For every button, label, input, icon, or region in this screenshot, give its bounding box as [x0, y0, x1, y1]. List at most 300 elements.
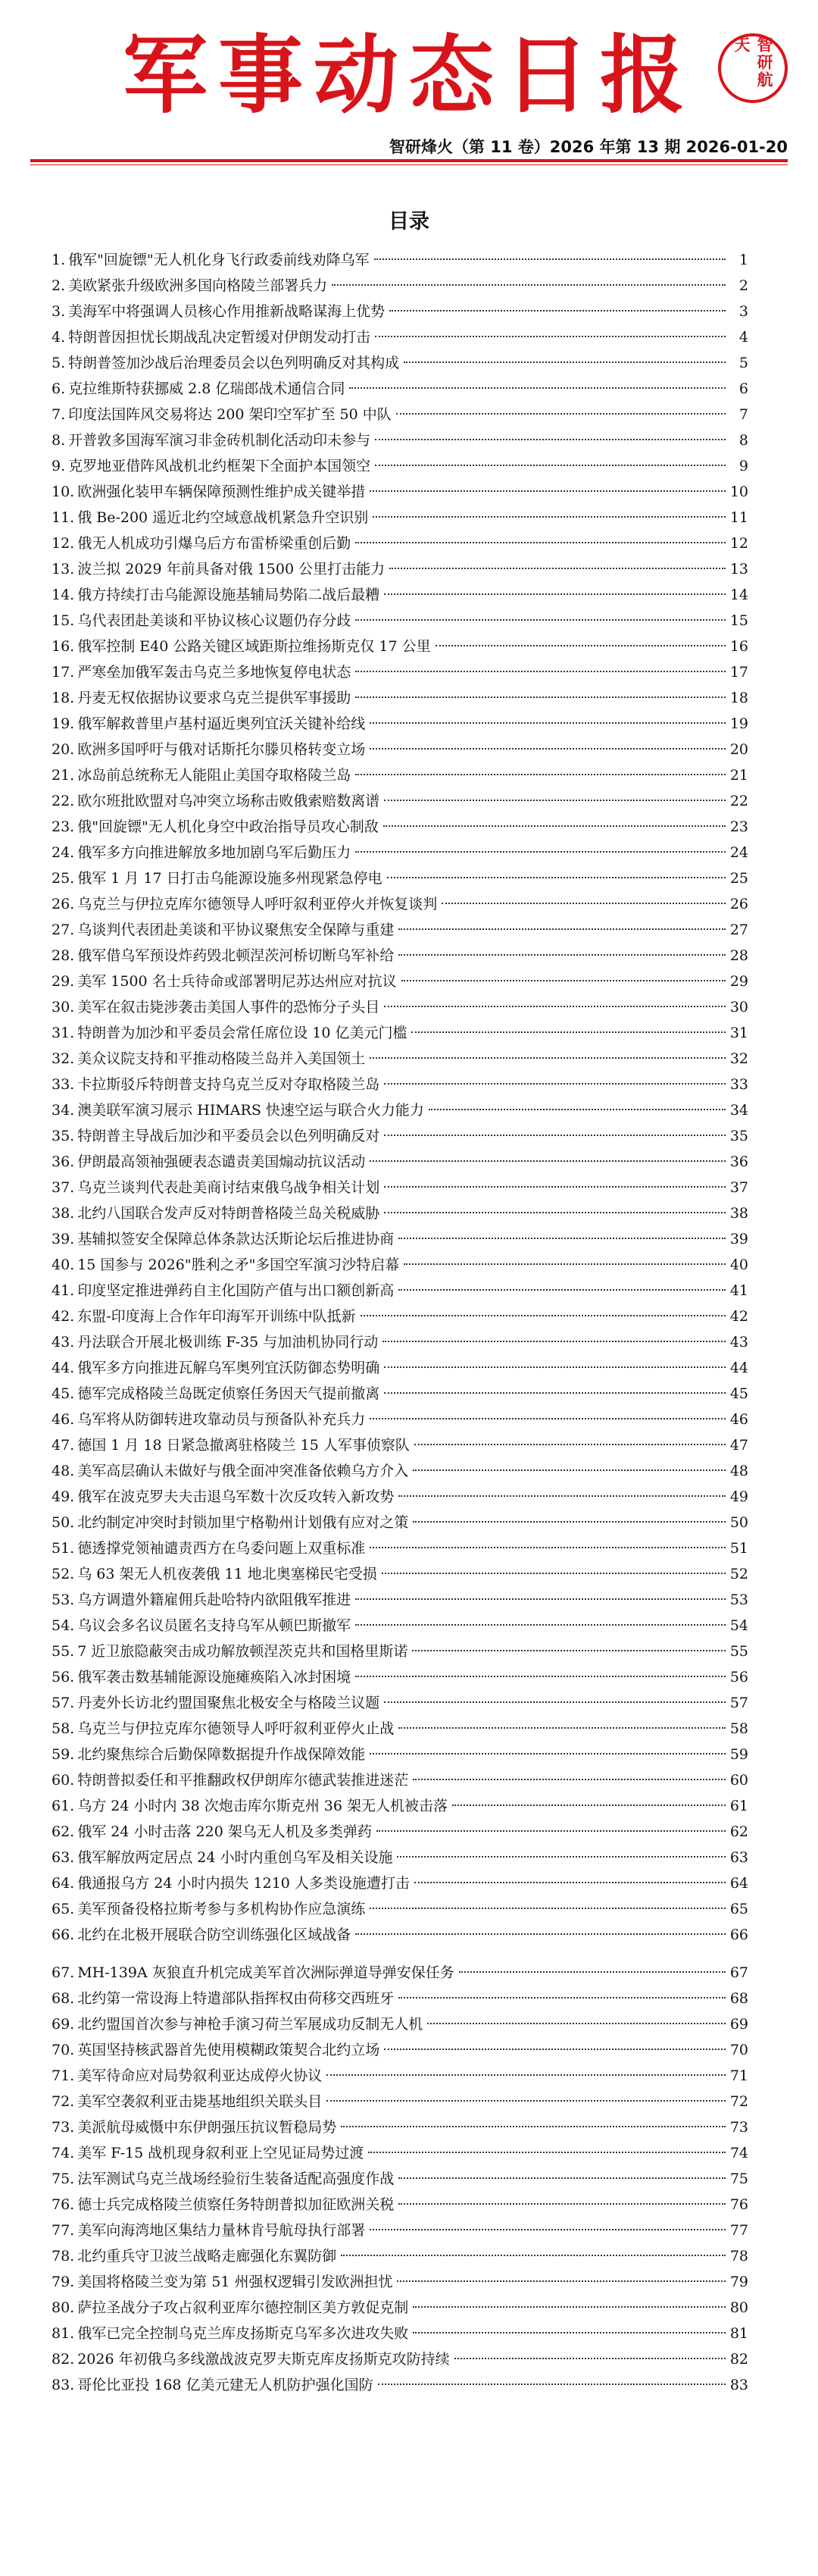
toc-entry-title[interactable]: 美欧紧张升级欧洲多国向格陵兰部署兵力: [68, 277, 328, 294]
toc-entry-page[interactable]: 76: [729, 2196, 748, 2213]
toc-entry[interactable]: [52, 1639, 748, 1664]
toc-entry[interactable]: [52, 1355, 748, 1381]
toc-entry-title[interactable]: 丹麦无权依据协议要求乌克兰提供军事援助: [77, 690, 351, 706]
toc-entry[interactable]: [52, 1200, 748, 1226]
toc-entry-number: 73.: [52, 2119, 75, 2136]
toc-entry-title[interactable]: 俄"回旋镖"无人机化身空中政治指导员攻心制敌: [77, 818, 379, 835]
toc-entry-title[interactable]: 15 国参与 2026"胜利之矛"多国空军演习沙特启幕: [77, 1257, 400, 1273]
toc-entry-title[interactable]: 北约八国联合发声反对特朗普格陵兰岛关税威胁: [77, 1205, 380, 1222]
toc-entry[interactable]: [52, 2269, 748, 2295]
toc-entry-title[interactable]: 美军预备役格拉斯考参与多机构协作应急演练: [77, 1901, 366, 1917]
toc-entry-title[interactable]: 北约在北极开展联合防空训练强化区域战备: [77, 1927, 351, 1943]
toc-entry-title[interactable]: 俄军 1 月 17 日打击乌能源设施多州现紧急停电: [77, 870, 382, 887]
toc-entry-title[interactable]: 特朗普主导战后加沙和平委员会以色列明确反对: [77, 1128, 380, 1144]
toc-entry-page[interactable]: 28: [729, 947, 748, 964]
toc-entry-title[interactable]: 澳美联军演习展示 HIMARS 快速空运与联合火力能力: [77, 1102, 424, 1119]
toc-entry[interactable]: [52, 634, 748, 659]
toc-entry-title[interactable]: 俄 Be-200 遥近北约空域意战机紧急升空识别: [77, 509, 369, 526]
toc-entry-page[interactable]: 15: [729, 612, 748, 629]
toc-entry-page[interactable]: 37: [729, 1179, 748, 1196]
toc-entry-page[interactable]: 36: [729, 1153, 748, 1170]
toc-entry[interactable]: [52, 1432, 748, 1458]
toc-entry-title[interactable]: 俄军袭击数基辅能源设施瘫痪陷入冰封困境: [77, 1669, 351, 1686]
toc-dot-leader: [382, 1573, 726, 1574]
toc-entry-title[interactable]: 特朗普拟委任和平推翻政权伊朗库尔德武装推进迷茫: [77, 1772, 409, 1789]
toc-entry[interactable]: [52, 1819, 748, 1845]
toc-entry[interactable]: [52, 1329, 748, 1355]
toc-entry[interactable]: [52, 453, 748, 479]
toc-dot-leader: [398, 928, 726, 930]
toc-entry-page[interactable]: 44: [729, 1360, 748, 1376]
toc-entry-page[interactable]: 18: [729, 690, 748, 706]
toc-entry-title[interactable]: 美军待命应对局势叙利亚达成停火协议: [77, 2067, 323, 2084]
toc-entry-title[interactable]: 俄军已完全控制乌克兰库皮扬斯克乌军多次进攻失败: [77, 2325, 409, 2342]
toc-entry-number: 36.: [52, 1153, 75, 1170]
toc-entry-page[interactable]: 12: [729, 535, 748, 552]
toc-entry[interactable]: [52, 1535, 748, 1561]
toc-entry-number: 7.: [52, 406, 66, 423]
toc-dot-leader: [404, 1263, 726, 1265]
toc-entry-title[interactable]: 俄军控制 E40 公路关键区域距斯拉维扬斯克仅 17 公里: [77, 638, 431, 655]
toc-entry-title[interactable]: 萨拉圣战分子攻占叙利亚库尔德控制区美方敦促克制: [77, 2299, 409, 2316]
toc-entry-page[interactable]: 52: [729, 1566, 748, 1582]
toc-entry[interactable]: [52, 1123, 748, 1149]
toc-entry[interactable]: [52, 1896, 748, 1922]
toc-entry-page[interactable]: 71: [729, 2067, 748, 2084]
toc-entry-title[interactable]: MH-139A 灰狼直升机完成美军首次洲际弹道导弹安保任务: [77, 1964, 454, 1981]
toc-entry-page[interactable]: 58: [729, 1720, 748, 1737]
toc-entry-number: 48.: [52, 1463, 75, 1479]
toc-entry-title[interactable]: 美军空袭叙利亚击毙基地组织关联头目: [77, 2093, 323, 2110]
toc-entry[interactable]: [52, 479, 748, 505]
toc-entry[interactable]: [52, 1690, 748, 1716]
toc-entry[interactable]: [52, 582, 748, 608]
toc-entry[interactable]: [52, 865, 748, 891]
toc-entry-page[interactable]: 64: [729, 1875, 748, 1892]
masthead-divider-thin: [30, 164, 788, 165]
toc-entry-number: 2.: [52, 277, 66, 294]
toc-entry[interactable]: [52, 2346, 748, 2372]
toc-entry[interactable]: [52, 1922, 748, 1948]
toc-entry[interactable]: [52, 2037, 748, 2063]
toc-entry-page[interactable]: 3: [738, 303, 748, 320]
toc-entry[interactable]: [52, 943, 748, 969]
toc-entry[interactable]: [52, 1149, 748, 1175]
toc-entry[interactable]: [52, 531, 748, 556]
toc-entry-title[interactable]: 俄军 24 小时击落 220 架乌无人机及多类弹药: [77, 1823, 372, 1840]
toc-entry-page[interactable]: 38: [729, 1205, 748, 1222]
toc-entry-title[interactable]: 俄军解救普里卢基村逼近奥列宜沃关键补给线: [77, 715, 366, 732]
toc-entry-page[interactable]: 79: [729, 2274, 748, 2290]
toc-entry-title[interactable]: 美军向海湾地区集结力量林肯号航母执行部署: [77, 2222, 366, 2239]
toc-entry[interactable]: [52, 659, 748, 685]
toc-entry[interactable]: [52, 711, 748, 737]
toc-entry-title[interactable]: 卡拉斯驳斥特朗普支持乌克兰反对夺取格陵兰岛: [77, 1076, 380, 1093]
toc-entry[interactable]: [52, 1072, 748, 1097]
toc-entry[interactable]: [52, 324, 748, 350]
toc-entry-page[interactable]: 5: [738, 355, 748, 371]
toc-entry[interactable]: [52, 1046, 748, 1072]
toc-entry-title[interactable]: 乌方调遣外籍雇佣兵赴哈特内欲阻俄军推进: [77, 1592, 351, 1608]
toc-entry[interactable]: [52, 891, 748, 917]
toc-entry-page[interactable]: 81: [729, 2325, 748, 2342]
toc-entry-title[interactable]: 北约聚焦综合后勤保障数据提升作战保障效能: [77, 1746, 366, 1763]
toc-entry-page[interactable]: 34: [729, 1102, 748, 1119]
toc-dot-leader: [436, 645, 726, 646]
toc-entry-number: 30.: [52, 999, 75, 1016]
toc-entry-title[interactable]: 特朗普签加沙战后治理委员会以色列明确反对其构成: [68, 355, 400, 371]
toc-entry-title[interactable]: 丹麦外长访北约盟国聚焦北极安全与格陵兰议题: [77, 1695, 380, 1711]
toc-entry-page[interactable]: 25: [729, 870, 748, 887]
toc-entry-title[interactable]: 特朗普因担忧长期战乱决定暂缓对伊朗发动打击: [68, 329, 371, 346]
toc-entry[interactable]: [52, 1845, 748, 1870]
toc-entry[interactable]: [52, 1097, 748, 1123]
toc-entry-page[interactable]: 78: [729, 2248, 748, 2265]
toc-dot-leader: [384, 1701, 726, 1703]
toc-entry-page[interactable]: 24: [729, 844, 748, 861]
toc-entry-page[interactable]: 60: [729, 1772, 748, 1789]
toc-entry[interactable]: [52, 1252, 748, 1278]
toc-entry[interactable]: [52, 2321, 748, 2346]
toc-entry[interactable]: [52, 2140, 748, 2166]
toc-entry[interactable]: [52, 762, 748, 788]
toc-entry[interactable]: [52, 556, 748, 582]
toc-entry-title[interactable]: 乌克兰与伊拉克库尔德领导人呼吁叙利亚停火并恢复谈判: [77, 896, 438, 912]
toc-entry[interactable]: [52, 350, 748, 376]
toc-entry-page[interactable]: 14: [729, 587, 748, 603]
toc-entry-page[interactable]: 40: [729, 1257, 748, 1273]
toc-entry[interactable]: [52, 1561, 748, 1587]
toc-entry-page[interactable]: 16: [729, 638, 748, 655]
toc-entry-title[interactable]: 法军测试乌克兰战场经验衍生装备适配高强度作战: [77, 2171, 395, 2187]
toc-entry-title[interactable]: 乌议会多名议员匿名支持乌军从顿巴斯撤军: [77, 1617, 351, 1634]
toc-entry-title[interactable]: 俄无人机成功引爆乌后方布雷桥梁重创后勤: [77, 535, 351, 552]
toc-entry-page[interactable]: 7: [738, 406, 748, 423]
toc-entry[interactable]: [52, 2089, 748, 2114]
toc-entry-title[interactable]: 乌方 24 小时内 38 次炮击库尔斯克州 36 架无人机被击落: [77, 1798, 448, 1814]
toc-entry-title[interactable]: 俄军"回旋镖"无人机化身飞行政委前线劝降乌军: [68, 252, 370, 268]
toc-entry-page[interactable]: 65: [729, 1901, 748, 1917]
toc-entry-page[interactable]: 35: [729, 1128, 748, 1144]
toc-entry-title[interactable]: 克拉维斯特获挪威 2.8 亿瑞郎战术通信合同: [68, 380, 345, 397]
toc-entry-title[interactable]: 乌克兰谈判代表赴美商讨结束俄乌战争相关计划: [77, 1179, 380, 1196]
toc-entry-title[interactable]: 美军 F-15 战机现身叙利亚上空见证局势过渡: [77, 2145, 364, 2161]
toc-entry-title[interactable]: 印度坚定推进弹药自主化国防产值与出口额创新高: [77, 1282, 395, 1299]
toc-entry-page[interactable]: 46: [729, 1411, 748, 1428]
toc-entry-number: 63.: [52, 1849, 75, 1866]
toc-entry-page[interactable]: 33: [729, 1076, 748, 1093]
toc-entry-page[interactable]: 8: [738, 432, 748, 449]
toc-entry-title[interactable]: 克罗地亚借阵风战机北约框架下全面护本国领空: [68, 458, 371, 474]
toc-entry-title[interactable]: 乌代表团赴美谈和平协议核心议题仍存分歧: [77, 612, 351, 629]
toc-entry[interactable]: [52, 1613, 748, 1639]
toc-entry-title[interactable]: 乌 63 架无人机夜袭俄 11 地北奥塞梯民宅受损: [77, 1566, 377, 1582]
toc-dot-leader: [361, 1315, 726, 1316]
toc-entry-title[interactable]: 特朗普为加沙和平委员会常任席位设 10 亿美元门槛: [77, 1025, 407, 1041]
toc-entry-number: 18.: [52, 690, 75, 706]
toc-entry-title[interactable]: 北约第一常设海上特遣部队指挥权由荷移交西班牙: [77, 1990, 395, 2007]
toc-entry-page[interactable]: 70: [729, 2042, 748, 2058]
masthead-divider: [30, 159, 788, 162]
toc-entry[interactable]: [52, 427, 748, 453]
toc-entry-page[interactable]: 45: [729, 1385, 748, 1402]
toc-dot-leader: [384, 1186, 726, 1188]
toc-entry[interactable]: [52, 1767, 748, 1793]
toc-entry-title[interactable]: 英国坚持核武器首先使用模糊政策契合北约立场: [77, 2042, 380, 2058]
toc-entry-number: 5.: [52, 355, 66, 371]
toc-entry-page[interactable]: 55: [729, 1643, 748, 1660]
toc-entry-title[interactable]: 美军 1500 名士兵待命或部署明尼苏达州应对抗议: [77, 973, 397, 990]
toc-dot-leader: [397, 2280, 725, 2282]
toc-entry[interactable]: [52, 299, 748, 324]
toc-entry-page[interactable]: 4: [738, 329, 748, 346]
seal-text: 智研航天: [732, 36, 774, 89]
toc-entry-title[interactable]: 德士兵完成格陵兰侦察任务特朗普拟加征欧洲关税: [77, 2196, 395, 2213]
toc-entry-page[interactable]: 43: [729, 1334, 748, 1351]
toc-dot-leader: [398, 1727, 726, 1729]
toc-entry-title[interactable]: 波兰拟 2029 年前具备对俄 1500 公里打击能力: [77, 561, 386, 577]
toc-entry-page[interactable]: 68: [729, 1990, 748, 2007]
toc-entry-page[interactable]: 82: [729, 2351, 748, 2368]
toc-entry-number: 35.: [52, 1128, 75, 1144]
toc-entry[interactable]: [52, 505, 748, 531]
toc-entry-number: 62.: [52, 1823, 75, 1840]
toc-entry-title[interactable]: 德透撑党领袖谴责西方在乌委问题上双重标准: [77, 1540, 366, 1557]
toc-entry-title[interactable]: 美海军中将强调人员核心作用推新战略谋海上优势: [68, 303, 386, 320]
toc-entry[interactable]: [52, 788, 748, 814]
toc-entry-title[interactable]: 美军在叙击毙涉袭击美国人事件的恐怖分子头目: [77, 999, 380, 1016]
toc-entry[interactable]: [52, 994, 748, 1020]
toc-entry[interactable]: [52, 2243, 748, 2269]
toc-dot-leader: [375, 439, 726, 440]
toc-entry[interactable]: [52, 2011, 748, 2037]
toc-entry-number: 13.: [52, 561, 75, 577]
toc-entry-number: 8.: [52, 432, 66, 449]
toc-entry-title[interactable]: 2026 年初俄乌多线激战波克罗夫斯克库皮扬斯克攻防持续: [77, 2351, 450, 2368]
toc-entry[interactable]: [52, 402, 748, 427]
toc-entry[interactable]: [52, 1664, 748, 1690]
toc-entry-title[interactable]: 美国将格陵兰变为第 51 州强权逻辑引发欧洲担忧: [77, 2274, 393, 2290]
toc-entry-title[interactable]: 冰岛前总统称无人能阻止美国夺取格陵兰岛: [77, 767, 351, 784]
toc-entry-title[interactable]: 东盟-印度海上合作年印海军开训练中队抵新: [77, 1308, 356, 1325]
toc-entry-title[interactable]: 北约盟国首次参与神枪手演习荷兰军展成功反制无人机: [77, 2016, 423, 2033]
toc-entry-title[interactable]: 乌谈判代表团赴美谈和平协议聚焦安全保障与重建: [77, 922, 395, 938]
toc-entry-page[interactable]: 51: [729, 1540, 748, 1557]
toc-entry-page[interactable]: 22: [729, 793, 748, 809]
toc-entry-title[interactable]: 欧洲强化装甲车辆保障预测性维护成关键举措: [77, 484, 366, 500]
toc-entry[interactable]: [52, 1510, 748, 1535]
toc-entry-number: 53.: [52, 1592, 75, 1608]
toc-entry-title[interactable]: 乌军将从防御转进攻靠动员与预备队补充兵力: [77, 1411, 366, 1428]
toc-entry-page[interactable]: 61: [729, 1798, 748, 1814]
toc-entry-title[interactable]: 俄军解放两定居点 24 小时内重创乌军及相关设施: [77, 1849, 393, 1866]
toc-entry-title[interactable]: 丹法联合开展北极训练 F-35 与加油机协同行动: [77, 1334, 379, 1351]
toc-entry[interactable]: [52, 969, 748, 994]
toc-entry-page[interactable]: 69: [729, 2016, 748, 2033]
toc-entry-title[interactable]: 德国 1 月 18 日紧急撤离驻格陵兰 15 人军事侦察队: [77, 1437, 410, 1454]
toc-entry-page[interactable]: 54: [729, 1617, 748, 1634]
toc-dot-leader: [398, 1238, 726, 1239]
toc-dot-leader: [429, 1109, 726, 1110]
toc-entry-page[interactable]: 50: [729, 1514, 748, 1531]
toc-entry-page[interactable]: 75: [729, 2171, 748, 2187]
toc-dot-leader: [332, 284, 726, 286]
toc-entry[interactable]: [52, 917, 748, 943]
toc-entry-title[interactable]: 美派航母威慑中东伊朗强压抗议暂稳局势: [77, 2119, 337, 2136]
toc-entry[interactable]: [52, 1587, 748, 1613]
toc-entry-page[interactable]: 20: [729, 741, 748, 758]
toc-entry-number: 77.: [52, 2222, 75, 2239]
toc-entry-page[interactable]: 30: [729, 999, 748, 1016]
toc-entry-title[interactable]: 俄军多方向推进瓦解乌军奥列宜沃防御态势明确: [77, 1360, 380, 1376]
toc-entry[interactable]: [52, 608, 748, 634]
toc-entry-page[interactable]: 27: [729, 922, 748, 938]
toc-entry-title[interactable]: 北约重兵守卫波兰战略走廊强化东翼防御: [77, 2248, 337, 2265]
toc-entry-title[interactable]: 俄方持续打击乌能源设施基辅局势陷二战后最糟: [77, 587, 380, 603]
toc-entry-page[interactable]: 83: [729, 2377, 748, 2393]
toc-entry[interactable]: [52, 2372, 748, 2398]
toc-entry-number: 54.: [52, 1617, 75, 1634]
toc-entry[interactable]: [52, 1458, 748, 1484]
toc-entry-page[interactable]: 67: [729, 1964, 748, 1981]
toc-dot-leader: [384, 2049, 726, 2050]
toc-entry[interactable]: [52, 2192, 748, 2218]
toc-entry-title[interactable]: 美军高层确认未做好与俄全面冲突准备依赖乌方介入: [77, 1463, 409, 1479]
toc-entry-page[interactable]: 66: [729, 1927, 748, 1943]
toc-entry-page[interactable]: 57: [729, 1695, 748, 1711]
toc-entry-page[interactable]: 2: [738, 277, 748, 294]
toc-entry[interactable]: [52, 1175, 748, 1200]
toc-entry[interactable]: [52, 1020, 748, 1046]
toc-entry-title[interactable]: 7 近卫旅隐蔽突击成功解放顿涅茨克共和国格里斯诺: [77, 1643, 408, 1660]
toc-entry-page[interactable]: 47: [729, 1437, 748, 1454]
toc-entry[interactable]: [52, 1226, 748, 1252]
toc-dot-leader: [397, 1856, 725, 1858]
toc-entry-page[interactable]: 72: [729, 2093, 748, 2110]
toc-entry-title[interactable]: 乌克兰与伊拉克库尔德领导人呼吁叙利亚停火止战: [77, 1720, 395, 1737]
toc-dot-leader: [384, 800, 726, 801]
toc-entry-number: 37.: [52, 1179, 75, 1196]
toc-entry-title[interactable]: 美众议院支持和平推动格陵兰岛并入美国领土: [77, 1050, 366, 1067]
toc-entry[interactable]: [52, 1716, 748, 1742]
toc-entry-page[interactable]: 19: [729, 715, 748, 732]
toc-entry-title[interactable]: 俄军在波克罗夫夫击退乌军数十次反攻转入新攻势: [77, 1488, 395, 1505]
toc-entry-number: 39.: [52, 1231, 75, 1247]
toc-entry-page[interactable]: 1: [738, 252, 748, 268]
toc-entry[interactable]: [52, 2166, 748, 2192]
toc-entry-number: 51.: [52, 1540, 75, 1557]
toc-entry-page[interactable]: 6: [738, 380, 748, 397]
toc-entry-page[interactable]: 39: [729, 1231, 748, 1247]
toc-dot-leader: [413, 1470, 726, 1471]
toc-entry-title[interactable]: 基辅拟签安全保障总体条款达沃斯论坛后推进协商: [77, 1231, 395, 1247]
toc-entry-page[interactable]: 29: [729, 973, 748, 990]
toc-dot-leader: [384, 1366, 726, 1368]
toc-entry-page[interactable]: 53: [729, 1592, 748, 1608]
toc-entry[interactable]: [52, 1484, 748, 1510]
toc-entry-page[interactable]: 10: [729, 484, 748, 500]
toc-entry[interactable]: [52, 685, 748, 711]
toc-entry-number: 72.: [52, 2093, 75, 2110]
toc-entry-title[interactable]: 俄军多方向推进解放多地加剧乌军后勤压力: [77, 844, 351, 861]
toc-entry[interactable]: [52, 2295, 748, 2321]
toc-entry-page[interactable]: 80: [729, 2299, 748, 2316]
toc-entry-page[interactable]: 9: [738, 458, 748, 474]
toc-entry-page[interactable]: 63: [729, 1849, 748, 1866]
toc-entry[interactable]: [52, 247, 748, 273]
toc-entry[interactable]: [52, 1407, 748, 1432]
toc-entry-title[interactable]: 俄通报乌方 24 小时内损失 1210 人多类设施遭打击: [77, 1875, 410, 1892]
toc-entry-page[interactable]: 41: [729, 1282, 748, 1299]
toc-entry[interactable]: [52, 1960, 748, 1986]
toc-entry-page[interactable]: 77: [729, 2222, 748, 2239]
toc-dot-leader: [459, 1971, 726, 1973]
toc-entry[interactable]: [52, 1986, 748, 2011]
toc-dot-leader: [384, 1006, 726, 1007]
toc-entry-page[interactable]: 49: [729, 1488, 748, 1505]
toc-entry[interactable]: [52, 2063, 748, 2089]
toc-entry-number: 17.: [52, 664, 75, 681]
toc-entry-page[interactable]: 48: [729, 1463, 748, 1479]
toc-entry[interactable]: [52, 1742, 748, 1767]
toc-entry[interactable]: [52, 1278, 748, 1304]
toc-entry-title[interactable]: 俄军借乌军预设炸药毁北顿涅茨河桥切断乌军补给: [77, 947, 395, 964]
toc-entry[interactable]: [52, 814, 748, 840]
toc-entry-title[interactable]: 欧洲多国呼吁与俄对话斯托尔滕贝格转变立场: [77, 741, 366, 758]
toc-entry[interactable]: [52, 2218, 748, 2243]
toc-dot-leader: [398, 2203, 726, 2205]
toc-entry[interactable]: [52, 1793, 748, 1819]
toc-entry-title[interactable]: 伊朗最高领袖强硬表态谴责美国煽动抗议活动: [77, 1153, 366, 1170]
toc-entry-page[interactable]: 11: [729, 509, 748, 526]
toc-entry-number: 70.: [52, 2042, 75, 2058]
toc-entry-page[interactable]: 21: [729, 767, 748, 784]
toc-entry[interactable]: [52, 737, 748, 762]
toc-entry-title[interactable]: 印度法国阵风交易将达 200 架印空军扩至 50 中队: [68, 406, 392, 423]
toc-entry[interactable]: [52, 840, 748, 865]
toc-entry-page[interactable]: 42: [729, 1308, 748, 1325]
toc-entry[interactable]: [52, 1870, 748, 1896]
toc-entry-page[interactable]: 26: [729, 896, 748, 912]
toc-entry-page[interactable]: 56: [729, 1669, 748, 1686]
toc-entry-page[interactable]: 74: [729, 2145, 748, 2161]
toc-dot-leader: [413, 2332, 726, 2333]
toc-entry-page[interactable]: 17: [729, 664, 748, 681]
toc-entry[interactable]: [52, 1304, 748, 1329]
toc-entry-title[interactable]: 哥伦比亚投 168 亿美元建无人机防护强化国防: [77, 2377, 373, 2393]
toc-entry-title[interactable]: 开普敦多国海军演习非金砖机制化活动印未参与: [68, 432, 371, 449]
toc-entry-page[interactable]: 23: [729, 818, 748, 835]
toc-entry-title[interactable]: 严寒垒加俄军轰击乌克兰多地恢复停电状态: [77, 664, 351, 681]
toc-entry-page[interactable]: 59: [729, 1746, 748, 1763]
toc-entry-title[interactable]: 欧尔班批欧盟对乌冲突立场称击败俄索赔数离谱: [77, 793, 380, 809]
toc-entry-title[interactable]: 德军完成格陵兰岛既定侦察任务因天气提前撤离: [77, 1385, 380, 1402]
toc-entry[interactable]: [52, 273, 748, 299]
toc-entry-page[interactable]: 13: [729, 561, 748, 577]
toc-entry-page[interactable]: 62: [729, 1823, 748, 1840]
toc-entry[interactable]: [52, 1381, 748, 1407]
toc-entry-number: 22.: [52, 793, 75, 809]
toc-entry-number: 31.: [52, 1025, 75, 1041]
toc-entry-page[interactable]: 31: [729, 1025, 748, 1041]
toc-entry[interactable]: [52, 2114, 748, 2140]
toc-entry-number: 52.: [52, 1566, 75, 1582]
toc-dot-leader: [376, 1830, 726, 1832]
toc-entry-page[interactable]: 32: [729, 1050, 748, 1067]
toc-entry[interactable]: [52, 376, 748, 402]
toc-entry-title[interactable]: 北约制定冲突时封锁加里宁格勒州计划俄有应对之策: [77, 1514, 409, 1531]
toc-entry-page[interactable]: 73: [729, 2119, 748, 2136]
